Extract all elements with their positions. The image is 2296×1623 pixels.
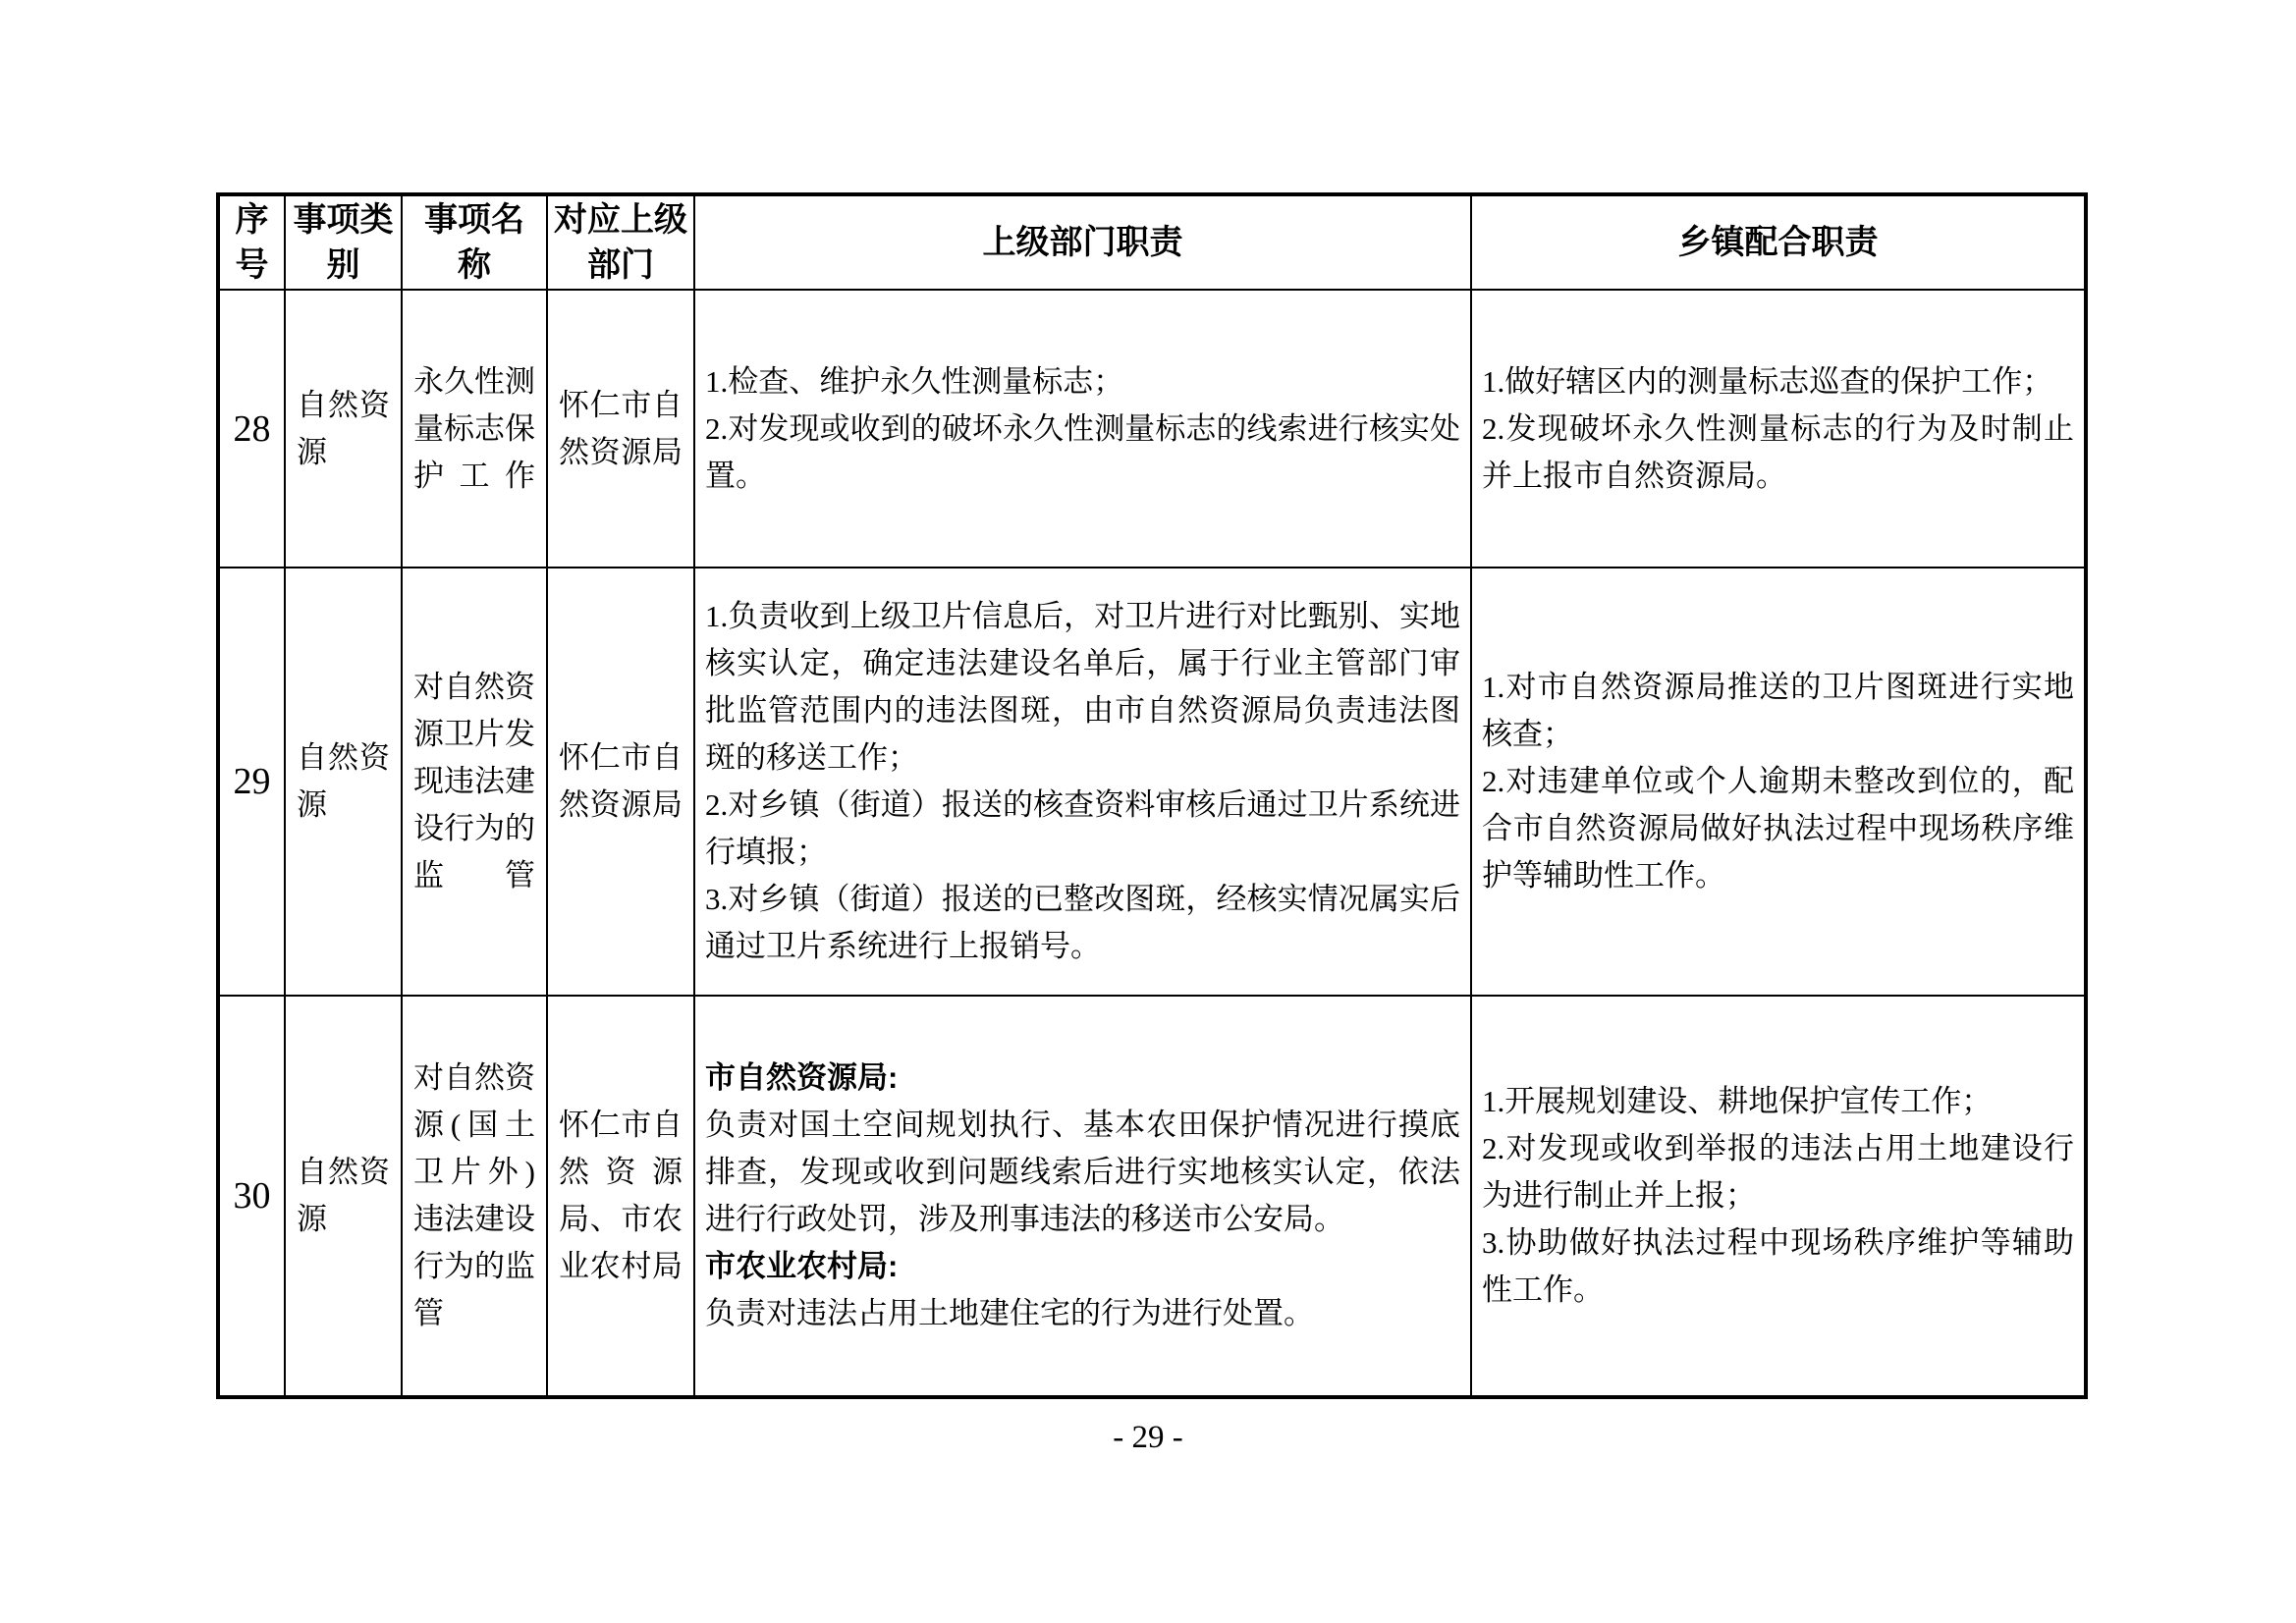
duty-subheading: 市自然资源局: (705, 1060, 899, 1095)
table-row-28 (218, 290, 2086, 568)
superior-department: 怀仁市自然资源局 (547, 290, 694, 568)
duty-paragraph: 负责对国土空间规划执行、基本农田保护情况进行摸底排查，发现或收到问题线索后进行实地核实认定，依法进行行政处罚，涉及刑事违法的移送市公安局。 (705, 1108, 1460, 1236)
superior-duty-cell (694, 996, 1471, 1397)
header-cell-category: 事项类别 (285, 194, 402, 290)
township-duty-cell (1471, 996, 2086, 1397)
duty-paragraph: 负责对违法占用土地建住宅的行为进行处置。 (705, 1296, 1314, 1330)
header-cell-serial: 序号 (218, 194, 285, 290)
duty-paragraph: 1.开展规划建设、耕地保护宣传工作； (1482, 1084, 1993, 1118)
duty-paragraph: 1.负责收到上级卫片信息后，对卫片进行对比甄别、实地核实认定，确定违法建设名单后，属于行业主管部门审批监管范围内的违法图斑，由市自然资源局负责违法图斑的移送工作； (705, 599, 1460, 775)
township-duty-cell (1471, 290, 2086, 568)
serial-number: 30 (218, 996, 285, 1397)
duty-table (216, 192, 2088, 1399)
serial-number: 28 (218, 290, 285, 568)
table-row-30 (218, 996, 2086, 1397)
duty-subheading: 市农业农村局: (705, 1249, 899, 1283)
page-number: - 29 - (1113, 1420, 1183, 1455)
item-name: 永久性测量标志保护工作 (402, 290, 547, 568)
header-cell-superior-duty: 上级部门职责 (694, 194, 1471, 290)
item-category: 自然资源 (285, 290, 402, 568)
superior-duty-cell (694, 568, 1471, 996)
item-category: 自然资源 (285, 996, 402, 1397)
duty-paragraph: 2.对发现或收到的破坏永久性测量标志的线索进行核实处置。 (705, 410, 1460, 493)
superior-department: 怀仁市自然资源局 (547, 568, 694, 996)
duty-paragraph: 3.协助做好执法过程中现场秩序维护等辅助性工作。 (1482, 1225, 2074, 1307)
superior-duty-cell (694, 290, 1471, 568)
item-name: 对自然资源卫片发现违法建设行为的监管 (402, 568, 547, 996)
duty-paragraph: 1.检查、维护永久性测量标志； (705, 363, 1124, 399)
header-cell-superior-department: 对应上级部门 (547, 194, 694, 290)
header-cell-township-duty: 乡镇配合职责 (1471, 194, 2086, 290)
superior-department: 怀仁市自然资源局、市农业农村局 (547, 996, 694, 1397)
duty-paragraph: 2.对乡镇（街道）报送的核查资料审核后通过卫片系统进行填报； (705, 787, 1460, 869)
duty-paragraph: 1.做好辖区内的测量标志巡查的保护工作； (1482, 363, 2053, 399)
duty-paragraph: 3.对乡镇（街道）报送的已整改图斑，经核实情况属实后通过卫片系统进行上报销号。 (705, 882, 1460, 963)
duty-paragraph: 2.对违建单位或个人逾期未整改到位的，配合市自然资源局做好执法过程中现场秩序维护等辅助性工作。 (1482, 764, 2074, 893)
duty-paragraph: 2.发现破坏永久性测量标志的行为及时制止并上报市自然资源局。 (1482, 410, 2074, 493)
duty-paragraph: 2.对发现或收到举报的违法占用土地建设行为进行制止并上报； (1482, 1131, 2074, 1213)
header-row (218, 194, 2086, 290)
header-cell-item-name: 事项名称 (402, 194, 547, 290)
serial-number: 29 (218, 568, 285, 996)
item-name: 对自然资源(国土卫片外)违法建设行为的监管 (402, 996, 547, 1397)
table-row-29 (218, 568, 2086, 996)
duty-paragraph: 1.对市自然资源局推送的卫片图斑进行实地核查； (1482, 670, 2074, 751)
item-category: 自然资源 (285, 568, 402, 996)
township-duty-cell (1471, 568, 2086, 996)
